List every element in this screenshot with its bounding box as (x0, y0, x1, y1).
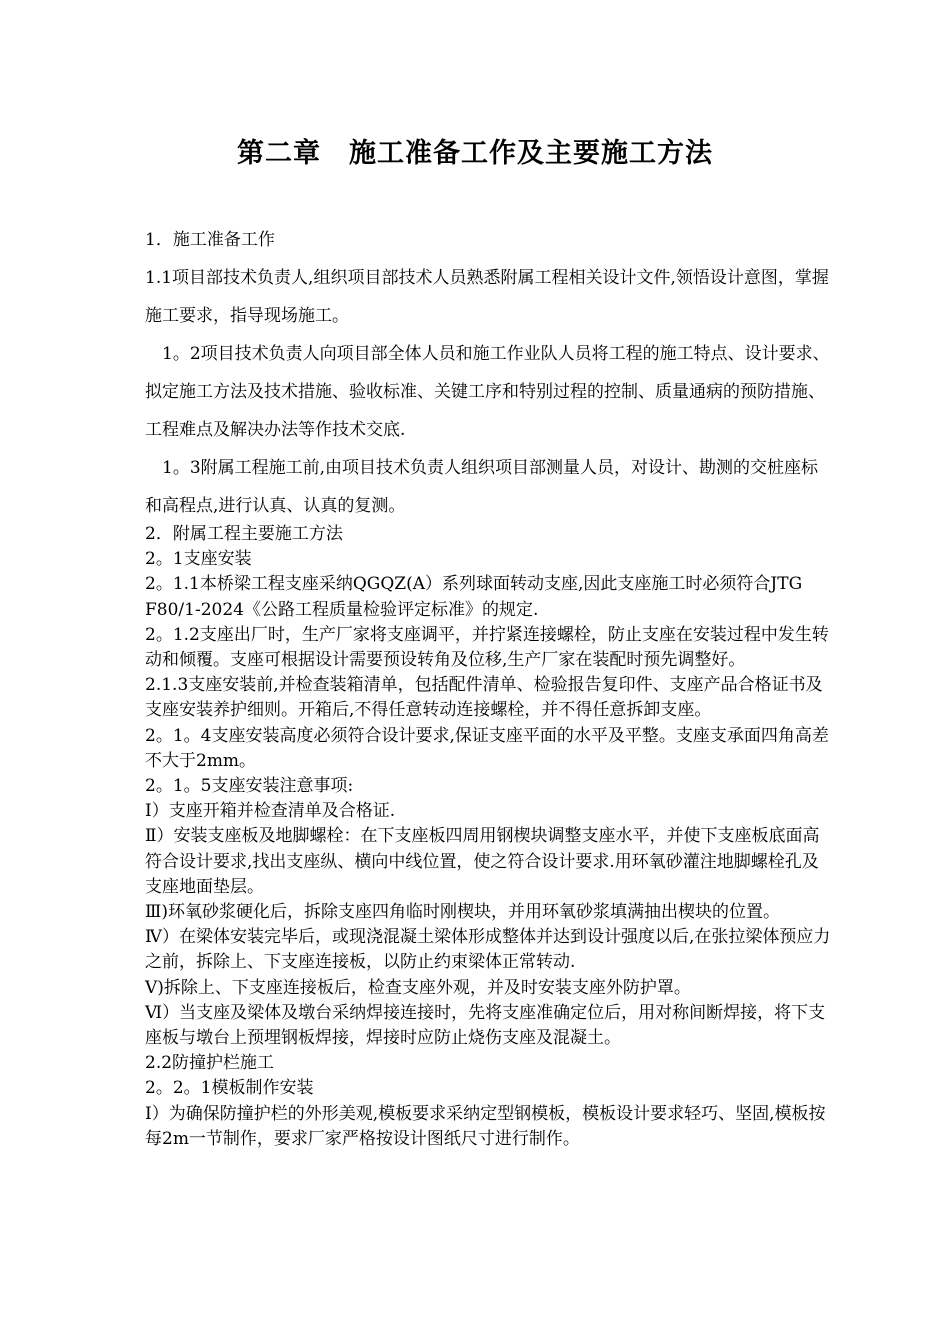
paragraph-2-1-4: 2。1。4支座安装高度必须符合设计要求,保证支座平面的水平及平整。支座支承面四角高差不大于2mm。 (145, 725, 829, 771)
paragraph-2-1-2: 2。1.2支座出厂时，生产厂家将支座调平，并拧紧连接螺栓，防止支座在安装过程中发生转动和倾覆。支座可根据设计需要预设转角及位移,生产厂家在装配时预先调整好。 (145, 624, 829, 671)
subsection-2-2-heading: 2.2防撞护栏施工 (145, 1053, 275, 1074)
chapter-title: 第二章 施工准备工作及主要施工方法 (237, 138, 713, 169)
list-item-2: Ⅱ）安装支座板及地脚螺栓：在下支座板四周用钢楔块调整支座水平，并使下支座板底面高符合设计要求,找出支座纵、横向中线位置，使之符合设计要求.用环氧砂灌注地脚螺栓孔及支座地面垫层。 (145, 826, 820, 897)
subsection-2-2-1-heading: 2。2。1模板制作安装 (145, 1078, 314, 1099)
paragraph-1-3: 1。3附属工程施工前,由项目技术负责人组织项目部测量人员，对设计、勘测的交桩座标和高程点,进行认真、认真的复测。 (145, 458, 819, 516)
list-item-4: Ⅳ）在梁体安装完毕后，或现浇混凝土梁体形成整体并达到设计强度以后,在张拉梁体预应力之前，拆除上、下支座连接板，以防止约束梁体正常转动. (145, 927, 831, 973)
section-1-heading: 1．施工准备工作 (145, 230, 275, 250)
paragraph-2-1-1: 2。1.1本桥梁工程支座采纳QGQZ(A）系列球面转动支座,因此支座施工时必须符合JTG F80/1-2024《公路工程质量检验评定标准》的规定. (145, 574, 803, 620)
paragraph-2-2-1-i: Ⅰ）为确保防撞护栏的外形美观,模板要求采纳定型钢模板，模板设计要求轻巧、坚固,模板按每2m一节制作，要求厂家严格按设计图纸尺寸进行制作。 (145, 1103, 826, 1149)
paragraph-2-1-3: 2.1.3支座安装前,并检查装箱清单，包括配件清单、检验报告复印件、支座产品合格证书及支座安装养护细则。开箱后,不得任意转动连接螺栓，并不得任意拆卸支座。 (145, 675, 823, 721)
paragraph-1-1: 1.1项目部技术负责人,组织项目部技术人员熟悉附属工程相关设计文件,领悟设计意图，掌握施工要求，指导现场施工。 (145, 268, 829, 326)
section-1-block (145, 221, 835, 525)
paragraph-1-2: 1。2项目技术负责人向项目部全体人员和施工作业队人员将工程的施工特点、设计要求、拟定施工方法及技术措施、验收标准、关键工序和特别过程的控制、质量通病的预防措施、工程难点及解决办法等作技术交底. (145, 344, 830, 440)
list-item-5: Ⅴ)拆除上、下支座连接板后，检查支座外观，并及时安装支座外防护罩。 (145, 977, 691, 998)
list-item-6: Ⅵ）当支座及梁体及墩台采纳焊接连接时，先将支座准确定位后，用对称间断焊接，将下支座板与墩台上预埋钢板焊接，焊接时应防止烧伤支座及混凝土。 (145, 1002, 826, 1049)
paragraph-2-1-5: 2。1。5支座安装注意事项: (145, 776, 354, 797)
list-item-3: Ⅲ)环氧砂浆硬化后，拆除支座四角临时刚楔块，并用环氧砂浆填满抽出楔块的位置。 (145, 902, 781, 923)
section-2-block (145, 522, 835, 1152)
subsection-2-1-heading: 2。1支座安装 (145, 549, 252, 570)
section-2-heading: 2．附属工程主要施工方法 (145, 524, 343, 544)
list-item-1: Ⅰ）支座开箱并检查清单及合格证. (145, 801, 396, 822)
